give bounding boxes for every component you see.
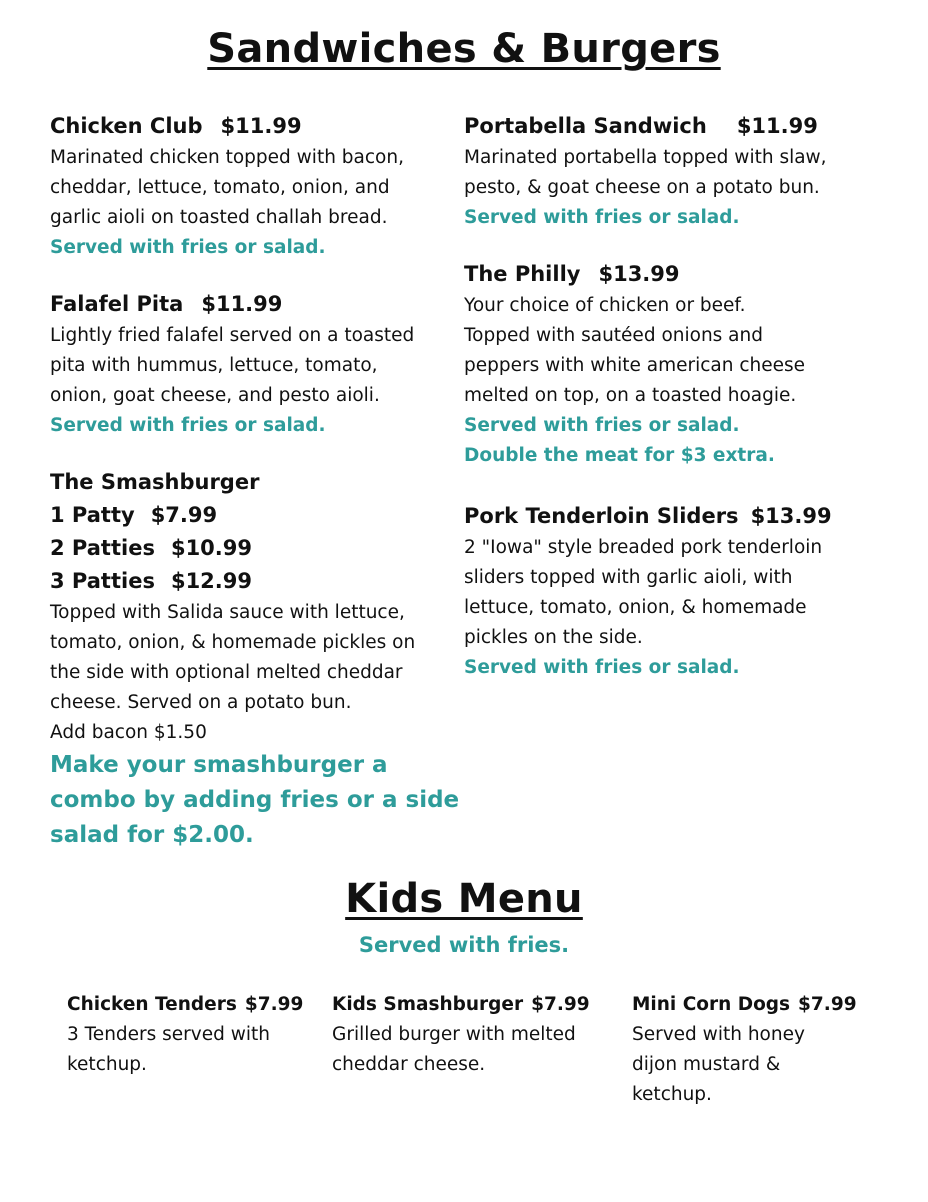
kids-menu-subtitle: Served with fries. bbox=[358, 933, 570, 957]
combo-line: salad for $2.00. bbox=[50, 822, 254, 848]
item-price: $11.99 bbox=[220, 114, 302, 138]
combo-line: combo by adding fries or a side bbox=[50, 787, 460, 813]
item-name: Mini Corn Dogs bbox=[632, 994, 791, 1015]
desc-line: Your choice of chicken or beef. bbox=[464, 295, 746, 316]
item-extra-note: Double the meat for $3 extra. bbox=[464, 445, 775, 466]
option-label: 3 Patties bbox=[50, 569, 155, 593]
desc-line: pickles on the side. bbox=[464, 627, 643, 648]
item-price: $13.99 bbox=[750, 504, 832, 528]
item-price: $7.99 bbox=[244, 994, 304, 1015]
patty-option bbox=[50, 565, 460, 598]
desc-line: sliders topped with garlic aioli, with bbox=[464, 567, 793, 588]
desc-line: onion, goat cheese, and pesto aioli. bbox=[50, 385, 380, 406]
option-price: $12.99 bbox=[170, 569, 252, 593]
desc-line: pita with hummus, lettuce, tomato, bbox=[50, 355, 378, 376]
add-on-line: Add bacon $1.50 bbox=[50, 722, 207, 743]
option-label: 1 Patty bbox=[50, 503, 135, 527]
patty-option bbox=[50, 499, 460, 532]
item-side-note: Served with fries or salad. bbox=[50, 415, 326, 436]
item-name: Kids Smashburger bbox=[332, 994, 524, 1015]
kids-menu-title: Kids Menu bbox=[345, 876, 583, 922]
item-description bbox=[464, 533, 874, 653]
combo-note bbox=[50, 748, 460, 853]
item-description bbox=[464, 143, 874, 203]
item-name: Pork Tenderloin Sliders bbox=[464, 504, 739, 528]
desc-line: Marinated portabella topped with slaw, bbox=[464, 147, 827, 168]
item-price: $11.99 bbox=[736, 114, 818, 138]
desc-line: Served with honey bbox=[632, 1024, 805, 1045]
menu-item-smashburger bbox=[50, 466, 460, 853]
item-title bbox=[464, 500, 874, 533]
desc-line: cheese. Served on a potato bun. bbox=[50, 692, 352, 713]
item-name: Chicken Tenders bbox=[67, 994, 237, 1015]
menu-item-falafel-pita bbox=[50, 288, 460, 441]
item-price: $13.99 bbox=[598, 262, 680, 286]
item-description bbox=[332, 1020, 590, 1080]
desc-line: 3 Tenders served with bbox=[67, 1024, 270, 1045]
item-description bbox=[50, 321, 460, 411]
item-side-note: Served with fries or salad. bbox=[50, 237, 326, 258]
menu-item-philly bbox=[464, 258, 874, 471]
option-price: $7.99 bbox=[150, 503, 218, 527]
desc-line: Grilled burger with melted bbox=[332, 1024, 576, 1045]
desc-line: ketchup. bbox=[632, 1084, 712, 1105]
desc-line: garlic aioli on toasted challah bread. bbox=[50, 207, 388, 228]
desc-line: Topped with Salida sauce with lettuce, bbox=[50, 602, 405, 623]
item-title bbox=[67, 990, 303, 1020]
item-description bbox=[632, 1020, 857, 1110]
desc-line: cheddar, lettuce, tomato, onion, and bbox=[50, 177, 390, 198]
desc-line: pesto, & goat cheese on a potato bun. bbox=[464, 177, 820, 198]
patty-option bbox=[50, 532, 460, 565]
item-description bbox=[67, 1020, 303, 1080]
combo-line: Make your smashburger a bbox=[50, 752, 388, 778]
item-name: Chicken Club bbox=[50, 114, 203, 138]
item-side-note: Served with fries or salad. bbox=[464, 657, 740, 678]
item-name: The Philly bbox=[464, 262, 581, 286]
desc-line: lettuce, tomato, onion, & homemade bbox=[464, 597, 807, 618]
desc-line: tomato, onion, & homemade pickles on bbox=[50, 632, 416, 653]
item-description bbox=[50, 598, 460, 748]
item-side-note: Served with fries or salad. bbox=[464, 207, 740, 228]
menu-item-pork-sliders bbox=[464, 500, 874, 683]
item-price: $11.99 bbox=[201, 292, 283, 316]
desc-line: Topped with sautéed onions and bbox=[464, 325, 763, 346]
item-title bbox=[464, 258, 874, 291]
desc-line: Marinated chicken topped with bacon, bbox=[50, 147, 404, 168]
item-description bbox=[50, 143, 460, 233]
desc-line: 2 "Iowa" style breaded pork tenderloin bbox=[464, 537, 823, 558]
menu-item-portabella bbox=[464, 110, 874, 233]
menu-item-chicken-club bbox=[50, 110, 460, 263]
desc-line: the side with optional melted cheddar bbox=[50, 662, 403, 683]
item-price: $7.99 bbox=[798, 994, 857, 1015]
item-side-note: Served with fries or salad. bbox=[464, 415, 740, 436]
kids-item-chicken-tenders bbox=[67, 990, 303, 1080]
desc-line: Lightly fried falafel served on a toasted bbox=[50, 325, 415, 346]
desc-line: ketchup. bbox=[67, 1054, 147, 1075]
item-title bbox=[332, 990, 590, 1020]
desc-line: melted on top, on a toasted hoagie. bbox=[464, 385, 797, 406]
item-title bbox=[50, 288, 460, 321]
option-label: 2 Patties bbox=[50, 536, 155, 560]
desc-line: dijon mustard & bbox=[632, 1054, 781, 1075]
desc-line: cheddar cheese. bbox=[332, 1054, 486, 1075]
item-name: Falafel Pita bbox=[50, 292, 184, 316]
item-title bbox=[50, 110, 460, 143]
page-title: Sandwiches & Burgers bbox=[207, 26, 721, 72]
option-price: $10.99 bbox=[170, 536, 252, 560]
item-description bbox=[464, 291, 874, 411]
item-price: $7.99 bbox=[531, 994, 590, 1015]
kids-item-smashburger bbox=[332, 990, 590, 1080]
item-title bbox=[632, 990, 857, 1020]
item-name: The Smashburger bbox=[50, 470, 260, 494]
item-title bbox=[464, 110, 874, 143]
item-name: Portabella Sandwich bbox=[464, 114, 707, 138]
desc-line: peppers with white american cheese bbox=[464, 355, 806, 376]
kids-item-corn-dogs bbox=[632, 990, 857, 1110]
